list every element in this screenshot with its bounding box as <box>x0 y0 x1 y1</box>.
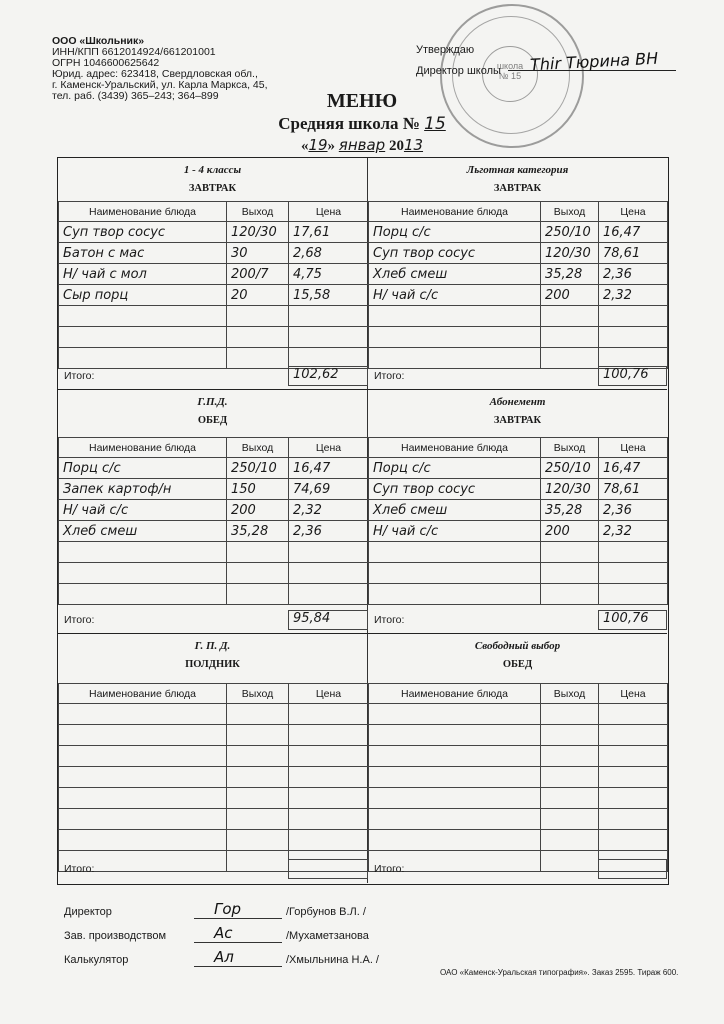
column-header-name: Наименование блюда <box>369 684 541 704</box>
approval-block <box>416 44 501 77</box>
dish-output <box>541 809 599 830</box>
table-header-row <box>59 438 369 458</box>
table-row <box>59 725 369 746</box>
dish-output: 30 <box>227 243 289 264</box>
dish-output <box>541 327 599 348</box>
total-label: Итого: <box>64 863 95 875</box>
table-row <box>59 264 369 285</box>
total-label: Итого: <box>374 370 405 382</box>
org-name: ООО «Школьник» <box>52 35 145 47</box>
section-meal: ЗАВТРАК <box>493 415 542 426</box>
dish-price: 2,36 <box>599 264 668 285</box>
director-signature: Thir Тюрина ВН <box>529 48 659 75</box>
table-row <box>369 767 668 788</box>
dish-output <box>541 788 599 809</box>
date-month: январ <box>338 136 386 154</box>
dish-name: Хлеб смеш <box>369 264 541 285</box>
dish-name: Хлеб смеш <box>59 521 227 542</box>
dish-price <box>289 767 369 788</box>
table-row <box>59 542 369 563</box>
dish-name: Суп твор сосус <box>369 243 541 264</box>
dish-output <box>227 306 289 327</box>
dish-name: Суп твор сосус <box>369 479 541 500</box>
dish-price <box>599 788 668 809</box>
dish-name: Н/ чай с/с <box>369 521 541 542</box>
dish-price: 15,58 <box>289 285 369 306</box>
column-header-name: Наименование блюда <box>59 684 227 704</box>
section-category: Льготная категория <box>466 164 569 176</box>
dish-output: 35,28 <box>227 521 289 542</box>
table-row <box>59 500 369 521</box>
section-header <box>368 164 667 194</box>
signature-role: Калькулятор <box>64 954 129 966</box>
dish-name <box>59 563 227 584</box>
column-header-name: Наименование блюда <box>369 202 541 222</box>
dish-name: Порц с/с <box>369 222 541 243</box>
dish-name <box>59 327 227 348</box>
table-row <box>369 306 668 327</box>
dish-output <box>541 851 599 872</box>
dish-output <box>541 830 599 851</box>
dish-name: Запек картоф/н <box>59 479 227 500</box>
column-header-name: Наименование блюда <box>59 202 227 222</box>
dish-name: Батон с мас <box>59 243 227 264</box>
dish-name <box>369 725 541 746</box>
column-header-output: Выход <box>227 202 289 222</box>
dish-name <box>59 809 227 830</box>
dish-price: 16,47 <box>599 458 668 479</box>
dish-name: Н/ чай с мол <box>59 264 227 285</box>
section-meal: ПОЛДНИК <box>185 659 240 670</box>
table-header-row <box>369 438 668 458</box>
dish-price <box>599 725 668 746</box>
dish-output: 250/10 <box>541 222 599 243</box>
dish-output: 20 <box>227 285 289 306</box>
dish-name: Хлеб смеш <box>369 500 541 521</box>
dish-name <box>369 584 541 605</box>
total-label: Итого: <box>374 863 405 875</box>
printer-info: ОАО «Каменск-Уральская типография». Заказ 2595. Тираж 600. <box>440 968 679 977</box>
dish-price: 2,36 <box>289 521 369 542</box>
dish-output <box>541 306 599 327</box>
column-header-price: Цена <box>289 202 369 222</box>
section-category: Г. П. Д. <box>194 640 231 652</box>
dish-price: 16,47 <box>599 222 668 243</box>
section-category: 1 - 4 классы <box>183 164 242 176</box>
table-row <box>59 830 369 851</box>
dish-output: 250/10 <box>541 458 599 479</box>
table-row <box>369 788 668 809</box>
org-address-1: Юрид. адрес: 623418, Свердловская обл., <box>52 68 258 80</box>
dish-output: 200 <box>541 285 599 306</box>
dish-price <box>289 563 369 584</box>
dish-output <box>541 704 599 725</box>
dish-output: 200/7 <box>227 264 289 285</box>
section-category: Абонемент <box>489 396 546 408</box>
date-day: 19 <box>308 136 328 154</box>
signature-role: Директор <box>64 906 112 918</box>
dish-output <box>227 725 289 746</box>
total-value: 100,76 <box>598 610 667 630</box>
total-value: 100,76 <box>598 366 667 386</box>
column-header-output: Выход <box>541 202 599 222</box>
dish-name <box>369 327 541 348</box>
dish-name <box>369 809 541 830</box>
dish-output <box>227 767 289 788</box>
dish-name <box>369 830 541 851</box>
org-ogrn: ОГРН 1046600625642 <box>52 57 160 69</box>
dish-price <box>599 746 668 767</box>
dish-price: 2,32 <box>599 285 668 306</box>
dish-output: 35,28 <box>541 500 599 521</box>
dish-name: Н/ чай с/с <box>59 500 227 521</box>
table-row <box>369 584 668 605</box>
approval-label: Утверждаю <box>416 44 475 56</box>
dish-output: 120/30 <box>227 222 289 243</box>
column-header-price: Цена <box>599 202 668 222</box>
table-header-row <box>59 684 369 704</box>
column-header-name: Наименование блюда <box>369 438 541 458</box>
menu-table <box>368 683 668 872</box>
menu-section <box>368 158 667 390</box>
dish-price: 16,47 <box>289 458 369 479</box>
table-row <box>59 788 369 809</box>
menu-section <box>368 634 667 883</box>
table-row <box>369 746 668 767</box>
menu-table <box>58 683 369 872</box>
column-header-name: Наименование блюда <box>59 438 227 458</box>
dish-price: 2,32 <box>289 500 369 521</box>
total-label: Итого: <box>64 614 95 626</box>
dish-name: Н/ чай с/с <box>369 285 541 306</box>
dish-price: 74,69 <box>289 479 369 500</box>
dish-output: 120/30 <box>541 479 599 500</box>
dish-price <box>599 563 668 584</box>
dish-name <box>59 830 227 851</box>
section-meal: ЗАВТРАК <box>493 183 542 194</box>
section-header <box>368 396 667 426</box>
dish-output <box>227 830 289 851</box>
handwritten-signature: Ас <box>214 924 233 942</box>
menu-section <box>58 158 368 390</box>
column-header-output: Выход <box>227 438 289 458</box>
table-row <box>59 327 369 348</box>
dish-output <box>227 809 289 830</box>
table-row <box>369 264 668 285</box>
dish-name: Порц с/с <box>369 458 541 479</box>
menu-date <box>0 136 724 155</box>
dish-name <box>369 704 541 725</box>
dish-name <box>59 725 227 746</box>
column-header-output: Выход <box>227 684 289 704</box>
dish-name: Суп твор сосус <box>59 222 227 243</box>
school-name <box>0 114 724 134</box>
school-prefix: Средняя школа № <box>278 114 420 133</box>
dish-price <box>289 725 369 746</box>
table-row <box>59 521 369 542</box>
dish-output: 200 <box>227 500 289 521</box>
table-row <box>369 479 668 500</box>
dish-output: 200 <box>541 521 599 542</box>
table-row <box>59 767 369 788</box>
section-header <box>368 640 667 670</box>
dish-output <box>227 542 289 563</box>
menu-table <box>58 201 369 369</box>
total-label: Итого: <box>374 614 405 626</box>
org-address-2: г. Каменск-Уральский, ул. Карла Маркса, 45, <box>52 79 268 91</box>
menu-grid <box>57 157 669 885</box>
table-row <box>369 222 668 243</box>
table-row <box>369 830 668 851</box>
dish-price <box>289 788 369 809</box>
section-header <box>58 164 367 194</box>
dish-output <box>541 348 599 369</box>
date-open-quote: « <box>300 138 309 154</box>
menu-section <box>58 634 368 883</box>
table-row <box>59 458 369 479</box>
dish-price: 78,61 <box>599 479 668 500</box>
dish-name <box>59 704 227 725</box>
dish-price <box>599 327 668 348</box>
table-row <box>369 521 668 542</box>
table-row <box>369 243 668 264</box>
table-row <box>59 746 369 767</box>
dish-price <box>599 767 668 788</box>
section-meal: ЗАВТРАК <box>188 183 237 194</box>
date-close-quote: » <box>327 138 336 154</box>
date-year-prefix: 20 <box>388 138 404 154</box>
section-meal: ОБЕД <box>502 659 533 670</box>
dish-price <box>289 584 369 605</box>
table-header-row <box>59 202 369 222</box>
dish-output <box>227 327 289 348</box>
section-header <box>58 396 367 426</box>
dish-price <box>289 830 369 851</box>
dish-price <box>599 830 668 851</box>
dish-output: 120/30 <box>541 243 599 264</box>
signature-name: /Мухаметзанова <box>286 930 369 942</box>
dish-price <box>289 704 369 725</box>
total-label: Итого: <box>64 370 95 382</box>
table-row <box>369 542 668 563</box>
table-row <box>369 285 668 306</box>
dish-name <box>59 584 227 605</box>
column-header-output: Выход <box>541 438 599 458</box>
dish-name <box>59 746 227 767</box>
handwritten-signature: Гор <box>214 900 242 918</box>
table-row <box>59 563 369 584</box>
total-value <box>288 859 368 879</box>
org-phone: тел. раб. (3439) 365–243; 364–899 <box>52 90 219 102</box>
total-value: 102,62 <box>288 366 368 386</box>
column-header-price: Цена <box>289 438 369 458</box>
dish-name <box>369 306 541 327</box>
menu-section <box>58 390 368 634</box>
menu-table <box>368 201 668 369</box>
menu-table <box>58 437 369 605</box>
dish-price: 2,68 <box>289 243 369 264</box>
menu-table <box>368 437 668 605</box>
section-category: Свободный выбор <box>474 640 561 652</box>
table-row <box>369 327 668 348</box>
column-header-price: Цена <box>289 684 369 704</box>
table-row <box>59 222 369 243</box>
dish-price <box>599 306 668 327</box>
dish-price <box>289 542 369 563</box>
section-header <box>58 640 367 670</box>
director-label: Директор школы <box>416 65 501 77</box>
dish-output <box>541 563 599 584</box>
table-row <box>59 584 369 605</box>
table-row <box>59 306 369 327</box>
table-row <box>369 809 668 830</box>
table-header-row <box>369 684 668 704</box>
dish-price <box>599 584 668 605</box>
table-row <box>59 809 369 830</box>
dish-output <box>227 746 289 767</box>
total-value: 95,84 <box>288 610 368 630</box>
dish-output <box>541 725 599 746</box>
dish-output <box>227 704 289 725</box>
handwritten-signature: Ал <box>214 948 234 966</box>
table-row <box>369 725 668 746</box>
dish-name <box>369 788 541 809</box>
dish-name <box>369 542 541 563</box>
dish-output <box>227 563 289 584</box>
dish-name <box>369 563 541 584</box>
dish-output <box>227 788 289 809</box>
dish-price <box>599 542 668 563</box>
signature-line <box>194 942 282 943</box>
table-row <box>59 479 369 500</box>
school-number: 15 <box>424 114 446 134</box>
dish-name: Сыр порц <box>59 285 227 306</box>
dish-price: 17,61 <box>289 222 369 243</box>
org-inn: ИНН/КПП 6612014924/661201001 <box>52 46 216 58</box>
stamp-text-number: № 15 <box>498 71 522 81</box>
dish-name <box>369 746 541 767</box>
table-row <box>59 704 369 725</box>
dish-output <box>541 542 599 563</box>
dish-output <box>227 851 289 872</box>
table-row <box>369 563 668 584</box>
dish-price <box>289 746 369 767</box>
date-year: 13 <box>403 136 424 154</box>
dish-price: 4,75 <box>289 264 369 285</box>
table-row <box>369 500 668 521</box>
table-row <box>369 458 668 479</box>
column-header-price: Цена <box>599 438 668 458</box>
table-row <box>59 285 369 306</box>
section-meal: ОБЕД <box>197 415 228 426</box>
signature-name: /Горбунов В.Л. / <box>286 906 366 918</box>
dish-output <box>227 584 289 605</box>
dish-name <box>59 306 227 327</box>
table-header-row <box>369 202 668 222</box>
dish-name <box>59 542 227 563</box>
table-row <box>369 704 668 725</box>
page-title: МЕНЮ <box>326 90 398 112</box>
dish-price <box>599 809 668 830</box>
dish-output: 250/10 <box>227 458 289 479</box>
signature-line <box>194 918 282 919</box>
column-header-price: Цена <box>599 684 668 704</box>
menu-section <box>368 390 667 634</box>
dish-name <box>59 767 227 788</box>
dish-output <box>541 746 599 767</box>
dish-price <box>289 306 369 327</box>
signature-role: Зав. производством <box>64 930 167 942</box>
dish-output <box>541 584 599 605</box>
stamp-text-school: школа <box>496 61 524 71</box>
section-category: Г.П.Д. <box>197 396 228 408</box>
dish-price <box>289 809 369 830</box>
dish-output <box>541 767 599 788</box>
signature-line <box>194 966 282 967</box>
dish-price <box>599 704 668 725</box>
dish-price: 2,36 <box>599 500 668 521</box>
dish-name <box>369 767 541 788</box>
column-header-output: Выход <box>541 684 599 704</box>
dish-output <box>227 348 289 369</box>
dish-price <box>289 327 369 348</box>
dish-output: 150 <box>227 479 289 500</box>
table-row <box>59 243 369 264</box>
dish-name <box>369 348 541 369</box>
signature-name: /Хмыльнина Н.А. / <box>286 954 379 966</box>
dish-price: 78,61 <box>599 243 668 264</box>
dish-name: Порц с/с <box>59 458 227 479</box>
total-value <box>598 859 667 879</box>
dish-price: 2,32 <box>599 521 668 542</box>
dish-name <box>59 788 227 809</box>
dish-name <box>59 348 227 369</box>
dish-output: 35,28 <box>541 264 599 285</box>
